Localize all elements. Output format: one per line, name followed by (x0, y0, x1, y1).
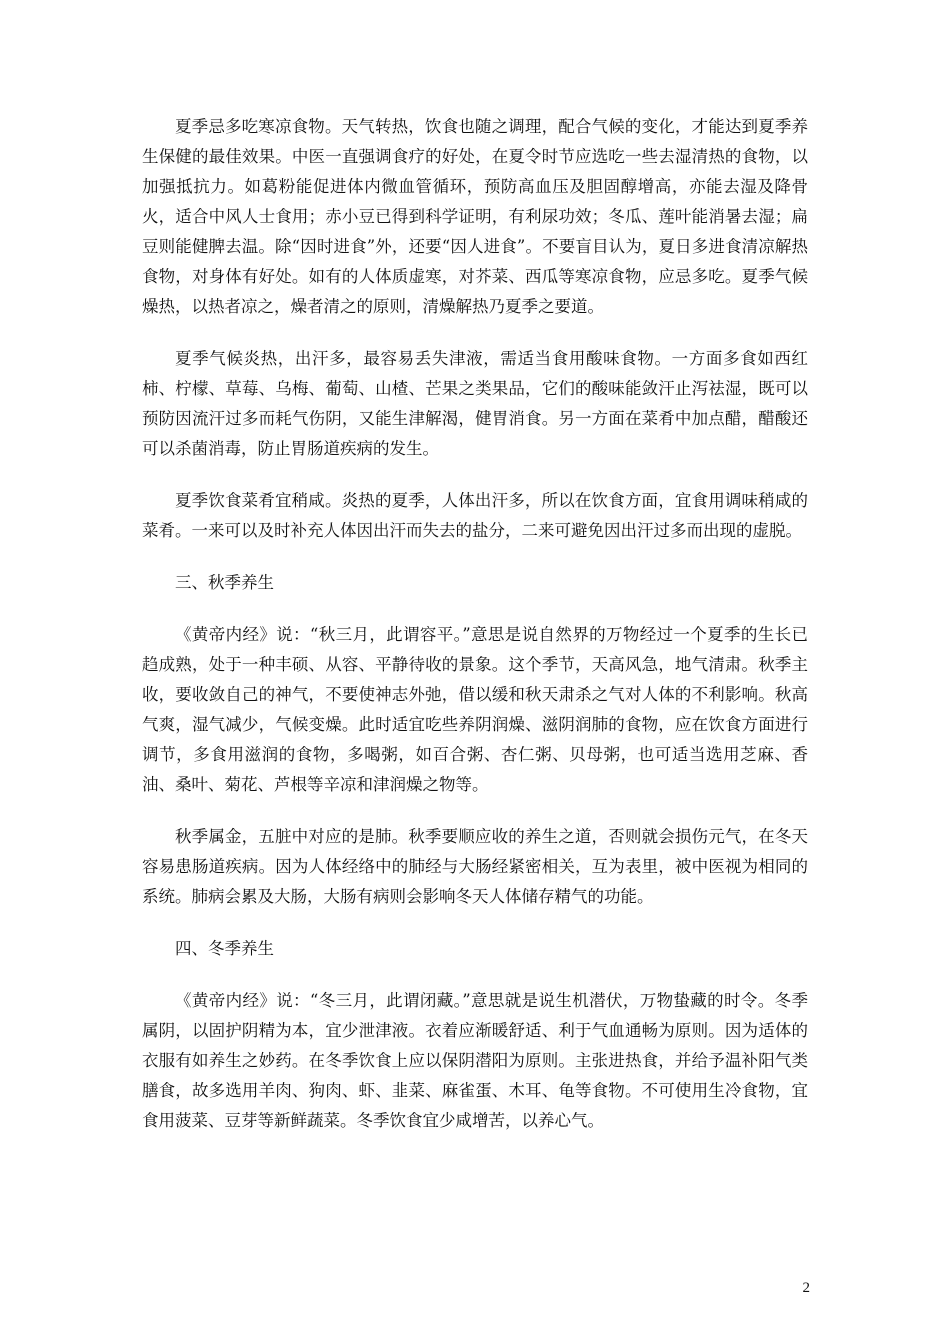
paragraph-summer-cold-food: 夏季忌多吃寒凉食物。天气转热，饮食也随之调理，配合气候的变化，才能达到夏季养生保健的最佳效果。中医一直强调食疗的好处，在夏令时节应选吃一些去湿清热的食物，以加强抵抗力。如葛粉能促进体内微血管循环，预防高血压及胆固醇增高，亦能去湿及降骨火，适合中风人士食用；赤小豆已得到科学证明，有利尿功效；冬瓜、莲叶能消暑去湿；扁豆则能健脾去温。除“因时进食”外，还要“因人进食”。不要盲目认为，夏日多进食清凉解热食物，对身体有好处。如有的人体质虚寒，对芥菜、西瓜等寒凉食物，应忌多吃。夏季气候燥热，以热者凉之，燥者清之的原则，清燥解热乃夏季之要道。 (142, 117, 808, 316)
page-number: 2 (802, 1280, 810, 1296)
paragraph-autumn-neijing: 《黄帝内经》说：“秋三月，此谓容平。”意思是说自然界的万物经过一个夏季的生长已趋成熟，处于一种丰硕、从容、平静待收的景象。这个季节，天高风急，地气清肃。秋季主收，要收敛自己的神气，不要使神志外弛，借以缓和秋天肃杀之气对人体的不利影响。秋高气爽，湿气减少，气候变燥。此时适宜吃些养阴润燥、滋阴润肺的食物，应在饮食方面进行调节，多食用滋润的食物，多喝粥，如百合粥、杏仁粥、贝母粥，也可适当选用芝麻、香油、桑叶、菊花、芦根等辛凉和津润燥之物等。 (142, 625, 808, 794)
paragraph-summer-salty-food: 夏季饮食菜肴宜稍咸。炎热的夏季，人体出汗多，所以在饮食方面，宜食用调味稍咸的菜肴。一来可以及时补充人体因出汗而失去的盐分，二来可避免因出汗过多而出现的虚脱。 (142, 491, 808, 540)
paragraph-winter-neijing: 《黄帝内经》说：“冬三月，此谓闭藏。”意思就是说生机潜伏，万物蛰藏的时令。冬季属阴，以固护阴精为本，宜少泄津液。衣着应渐暖舒适、利于气血通畅为原则。因为适体的衣服有如养生之妙药。在冬季饮食上应以保阴潜阳为原则。主张进热食，并给予温补阳气类膳食，故多选用羊肉、狗肉、虾、韭菜、麻雀蛋、木耳、龟等食物。不可使用生冷食物，宜食用菠菜、豆芽等新鲜蔬菜。冬季饮食宜少咸增苦，以养心气。 (142, 991, 808, 1130)
section-heading-autumn: 三、秋季养生 (175, 573, 274, 592)
paragraph-autumn-metal-lung: 秋季属金，五脏中对应的是肺。秋季要顺应收的养生之道，否则就会损伤元气，在冬天容易患肠道疾病。因为人体经络中的肺经与大肠经紧密相关，互为表里，被中医视为相同的系统。肺病会累及大肠，大肠有病则会影响冬天人体储存精气的功能。 (142, 827, 808, 906)
section-heading-winter: 四、冬季养生 (175, 939, 274, 958)
document-body (142, 112, 808, 1158)
paragraph-summer-sour-food: 夏季气候炎热，出汗多，最容易丢失津液，需适当食用酸味食物。一方面多食如西红柿、柠檬、草莓、乌梅、葡萄、山楂、芒果之类果品，它们的酸味能敛汗止泻祛湿，既可以预防因流汗过多而耗气伤阴，又能生津解渴，健胃消食。另一方面在菜肴中加点醋，醋酸还可以杀菌消毒，防止胃肠道疾病的发生。 (142, 349, 808, 458)
